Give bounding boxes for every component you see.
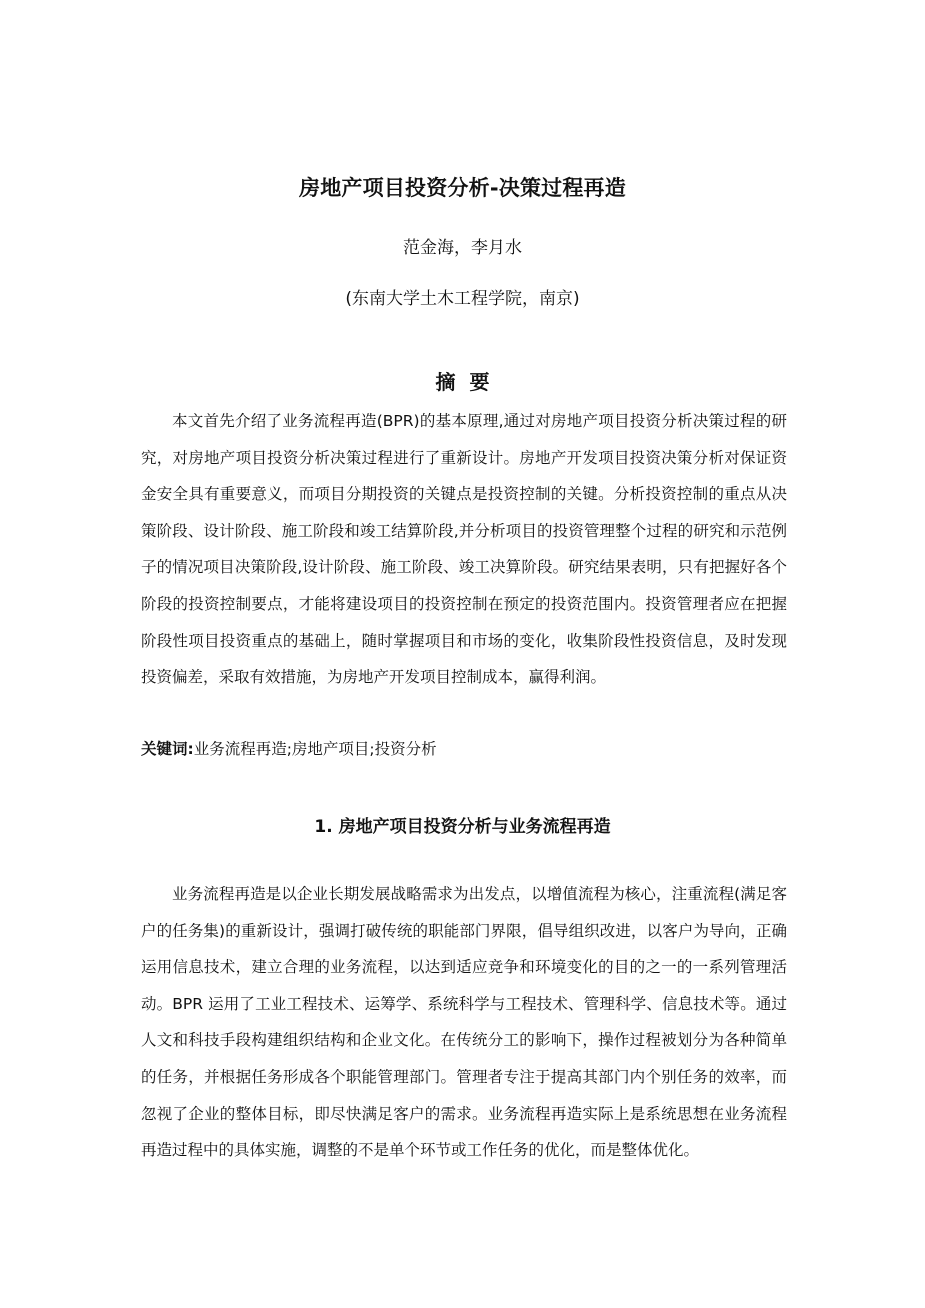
abstract-heading: 摘要 [435, 370, 504, 394]
section-1-heading: 1. 房地产项目投资分析与业务流程再造 [314, 817, 611, 837]
keywords-line [141, 734, 437, 764]
abstract-text: 本文首先介绍了业务流程再造(BPR)的基本原理,通过对房地产项目投资分析决策过程的研究，对房地产项目投资分析决策过程进行了重新设计。房地产开发项目投资决策分析对保证资金安全具有重要意义，而项目分期投资的关键点是投资控制的关键。分析投资控制的重点从决策阶段、设计阶段、施工阶段和竣工结算阶段,并分析项目的投资管理整个过程的研究和示范例子的情况项目决策阶段,设计阶段、施工阶段、竣工决算阶段。研究结果表明，只有把握好各个阶段的投资控制要点，才能将建设项目的投资控制在预定的投资范围内。投资管理者应在把握阶段性项目投资重点的基础上，随时掌握项目和市场的变化，收集阶段性投资信息，及时发现投资偏差，采取有效措施，为房地产开发项目控制成本，赢得利润。 [141, 412, 787, 687]
keywords-text: 业务流程再造;房地产项目;投资分析 [193, 740, 437, 758]
section-1-text: 业务流程再造是以企业长期发展战略需求为出发点，以增值流程为核心，注重流程(满足客户的任务集)的重新设计，强调打破传统的职能部门界限，倡导组织改进，以客户为导向，正确运用信息技术，建立合理的业务流程，以达到适应竞争和环境变化的目的之一的一系列管理活动。BPR 运用了工业工程技术、运筹学、系统科学与工程技术、管理科学、信息技术等。通过人文和科技手段构建组织结构和企业文化。在传统分工的影响下，操作过程被划分为各种简单的任务，并根据任务形成各个职能管理部门。管理者专注于提高其部门内个别任务的效率，而忽视了企业的整体目标，即尽快满足客户的需求。业务流程再造实际上是系统思想在业务流程再造过程中的具体实施，调整的不是单个环节或工作任务的优化，而是整体优化。 [141, 885, 787, 1160]
paper-title: 房地产项目投资分析-决策过程再造 [299, 176, 626, 200]
paper-affiliation: (东南大学土木工程学院，南京) [345, 289, 580, 309]
keywords-label: 关键词: [141, 740, 194, 758]
paper-authors: 范金海，李月水 [403, 238, 522, 258]
